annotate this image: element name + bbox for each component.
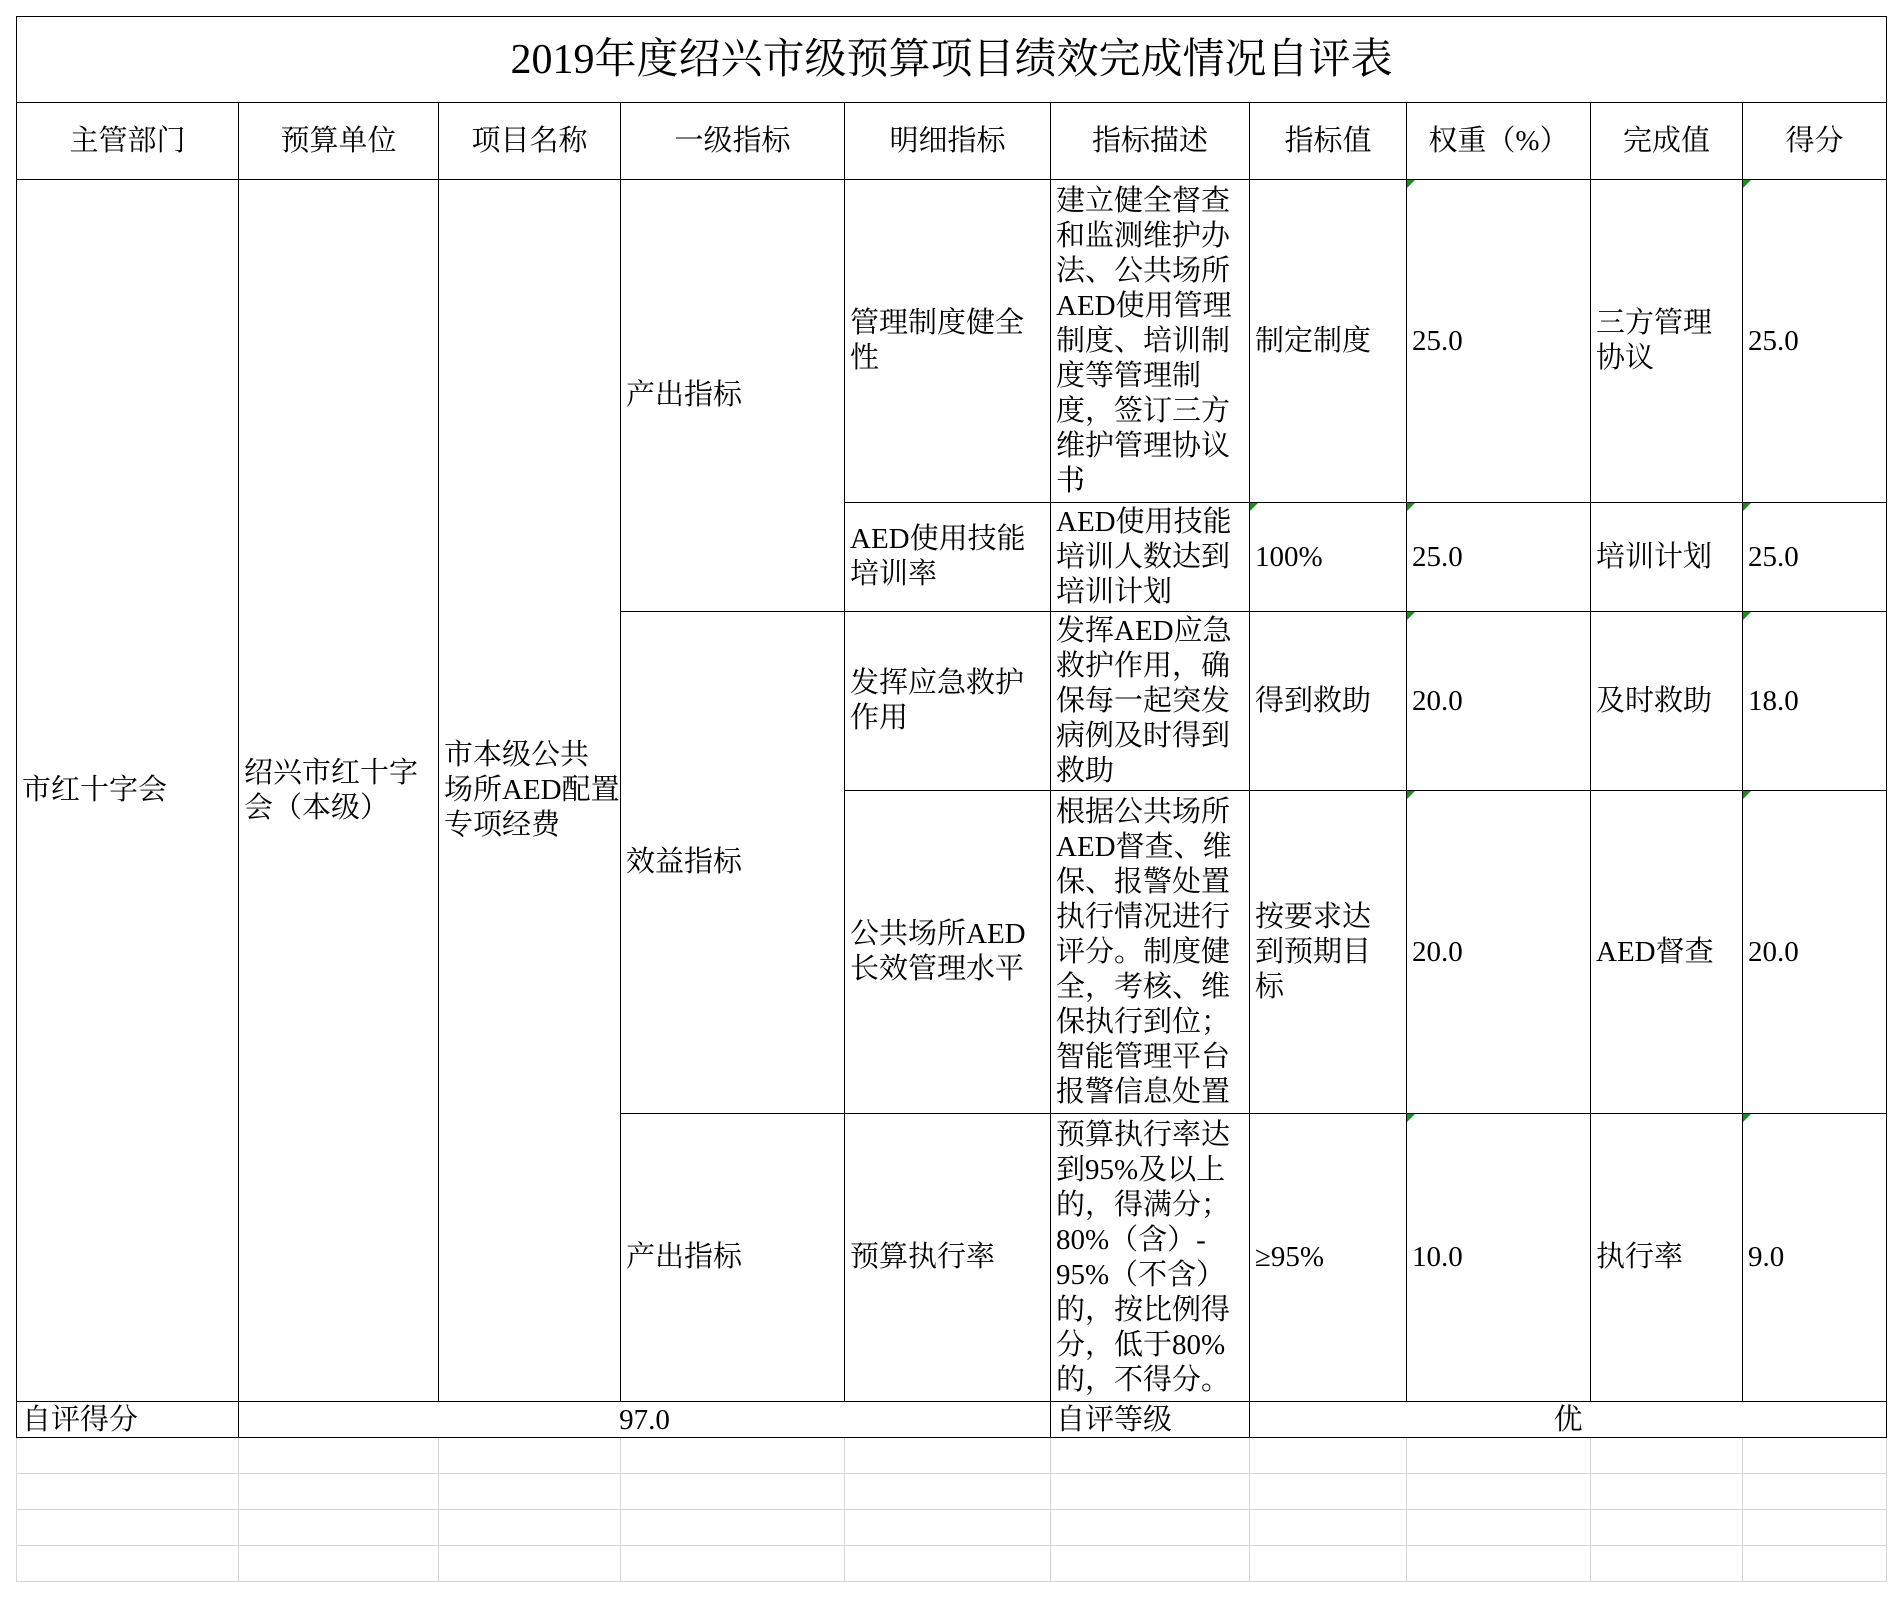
error-indicator-icon [1250,503,1258,511]
cell-weight[interactable] [1407,612,1591,791]
score-value: 18.0 [1748,684,1799,717]
empty-cell[interactable] [1591,1474,1743,1510]
empty-cell[interactable] [239,1474,439,1510]
self-grade-value[interactable]: 优 [1250,1402,1887,1438]
empty-cell[interactable] [1407,1438,1591,1474]
header-level1-indicator[interactable]: 一级指标 [621,103,845,180]
cell-budget-unit[interactable]: 绍兴市红十字 会（本级） [239,180,439,1402]
empty-cell[interactable] [1051,1510,1250,1546]
error-indicator-icon [1407,503,1415,511]
cell-detail-indicator[interactable]: 发挥应急救护 作用 [845,612,1051,791]
score-value: 20.0 [1748,935,1799,968]
empty-cell[interactable] [845,1510,1051,1546]
empty-cell[interactable] [621,1474,845,1510]
score-value: 25.0 [1748,324,1799,357]
cell-score[interactable] [1743,1114,1887,1402]
empty-cell[interactable] [1407,1546,1591,1582]
error-indicator-icon [1743,1114,1751,1122]
cell-weight[interactable] [1407,180,1591,503]
weight-value: 25.0 [1412,540,1463,573]
error-indicator-icon [1407,180,1415,188]
cell-indicator-value[interactable]: 得到救助 [1250,612,1407,791]
table-row [17,180,1887,503]
cell-project-name[interactable]: 市本级公共 场所AED配置 专项经费 [439,180,621,1402]
empty-cell[interactable] [1407,1474,1591,1510]
cell-weight[interactable] [1407,791,1591,1114]
cell-score[interactable] [1743,612,1887,791]
header-budget-unit[interactable]: 预算单位 [239,103,439,180]
cell-actual-value[interactable]: 执行率 [1591,1114,1743,1402]
cell-level1-indicator[interactable]: 产出指标 [621,1114,845,1402]
empty-cell[interactable] [1743,1438,1887,1474]
empty-cell[interactable] [1051,1438,1250,1474]
empty-cell[interactable] [17,1438,239,1474]
empty-cell[interactable] [1051,1546,1250,1582]
header-department[interactable]: 主管部门 [17,103,239,180]
header-indicator-value[interactable]: 指标值 [1250,103,1407,180]
score-value: 9.0 [1748,1241,1785,1273]
empty-cell[interactable] [439,1474,621,1510]
indicator-value-text: 100% [1255,540,1323,573]
error-indicator-icon [1743,503,1751,511]
cell-level1-indicator[interactable]: 产出指标 [621,180,845,612]
empty-cell[interactable] [1591,1438,1743,1474]
empty-cell[interactable] [845,1438,1051,1474]
header-project-name[interactable]: 项目名称 [439,103,621,180]
empty-row [17,1546,1887,1582]
empty-cell[interactable] [845,1546,1051,1582]
empty-cell[interactable] [439,1438,621,1474]
empty-cell[interactable] [17,1510,239,1546]
cell-detail-indicator[interactable]: 预算执行率 [845,1114,1051,1402]
empty-cell[interactable] [1743,1474,1887,1510]
empty-row [17,1438,1887,1474]
empty-cell[interactable] [239,1546,439,1582]
cell-department[interactable]: 市红十字会 [17,180,239,1402]
empty-cell[interactable] [239,1510,439,1546]
weight-value: 20.0 [1412,684,1463,717]
header-detail-indicator[interactable]: 明细指标 [845,103,1051,180]
empty-cell[interactable] [1591,1546,1743,1582]
cell-score[interactable] [1743,503,1887,612]
empty-cell[interactable] [1591,1510,1743,1546]
empty-cell[interactable] [845,1474,1051,1510]
empty-cell[interactable] [1407,1510,1591,1546]
empty-cell[interactable] [1051,1474,1250,1510]
performance-evaluation-table [16,16,1887,1582]
empty-cell[interactable] [1250,1546,1407,1582]
self-score-value[interactable]: 97.0 [239,1402,1051,1438]
weight-value: 20.0 [1412,935,1463,968]
error-indicator-icon [1743,180,1751,188]
cell-detail-indicator[interactable]: AED使用技能 培训率 [845,503,1051,612]
empty-row [17,1474,1887,1510]
cell-detail-indicator[interactable]: 管理制度健全 性 [845,180,1051,503]
cell-level1-indicator[interactable]: 效益指标 [621,612,845,1114]
empty-cell[interactable] [17,1546,239,1582]
cell-actual-value[interactable]: 三方管理 协议 [1591,180,1743,503]
cell-indicator-description[interactable]: AED使用技能 培训人数达到 培训计划 [1051,503,1250,612]
header-weight[interactable]: 权重（%） [1407,103,1591,180]
empty-cell[interactable] [621,1438,845,1474]
error-indicator-icon [1407,612,1415,620]
cell-weight[interactable] [1407,503,1591,612]
summary-row [17,1402,1887,1438]
error-indicator-icon [1407,791,1415,799]
error-indicator-icon [1743,612,1751,620]
empty-cell[interactable] [1250,1510,1407,1546]
empty-cell[interactable] [621,1510,845,1546]
cell-detail-indicator[interactable]: 公共场所AED 长效管理水平 [845,791,1051,1114]
cell-actual-value[interactable]: 及时救助 [1591,612,1743,791]
header-score[interactable]: 得分 [1743,103,1887,180]
cell-indicator-value[interactable]: 按要求达 到预期目 标 [1250,791,1407,1114]
empty-cell[interactable] [239,1438,439,1474]
cell-score[interactable] [1743,180,1887,503]
empty-cell[interactable] [1743,1510,1887,1546]
cell-indicator-value[interactable]: 制定制度 [1250,180,1407,503]
empty-cell[interactable] [439,1546,621,1582]
cell-indicator-description[interactable]: 建立健全督查 和监测维护办 法、公共场所 AED使用管理 制度、培训制 度等管理制 度，签订三方 维护管理协议 书 [1051,180,1250,503]
empty-cell[interactable] [1250,1438,1407,1474]
cell-indicator-description[interactable]: 发挥AED应急 救护作用，确 保每一起突发 病例及时得到 救助 [1051,612,1250,791]
header-indicator-description[interactable]: 指标描述 [1051,103,1250,180]
cell-weight[interactable] [1407,1114,1591,1402]
cell-indicator-description[interactable]: 根据公共场所 AED督查、维 保、报警处置 执行情况进行 评分。制度健 全，考核、维 保执行到位； 智能管理平台 报警信息处置 [1051,791,1250,1114]
title-row [17,17,1887,103]
header-row [17,103,1887,180]
header-actual-value[interactable]: 完成值 [1591,103,1743,180]
cell-indicator-value[interactable]: ≥95% [1250,1114,1407,1402]
error-indicator-icon [1743,791,1751,799]
empty-row [17,1510,1887,1546]
cell-indicator-value[interactable] [1250,503,1407,612]
empty-cell[interactable] [1250,1474,1407,1510]
weight-value: 25.0 [1412,324,1463,357]
cell-actual-value[interactable]: 培训计划 [1591,503,1743,612]
cell-indicator-description[interactable]: 预算执行率达 到95%及以上 的，得满分； 80%（含）- 95%（不含） 的，按比例得 分，低于80% 的，不得分。 [1051,1114,1250,1402]
weight-value: 10.0 [1412,1241,1463,1273]
empty-cell[interactable] [1743,1546,1887,1582]
empty-cell[interactable] [439,1510,621,1546]
table-title[interactable]: 2019年度绍兴市级预算项目绩效完成情况自评表 [17,17,1887,103]
empty-cell[interactable] [17,1474,239,1510]
score-value: 25.0 [1748,540,1799,573]
cell-score[interactable] [1743,791,1887,1114]
error-indicator-icon [1407,1114,1415,1122]
self-grade-label[interactable]: 自评等级 [1051,1402,1250,1438]
empty-cell[interactable] [621,1546,845,1582]
self-score-label[interactable]: 自评得分 [17,1402,239,1438]
cell-actual-value[interactable]: AED督查 [1591,791,1743,1114]
